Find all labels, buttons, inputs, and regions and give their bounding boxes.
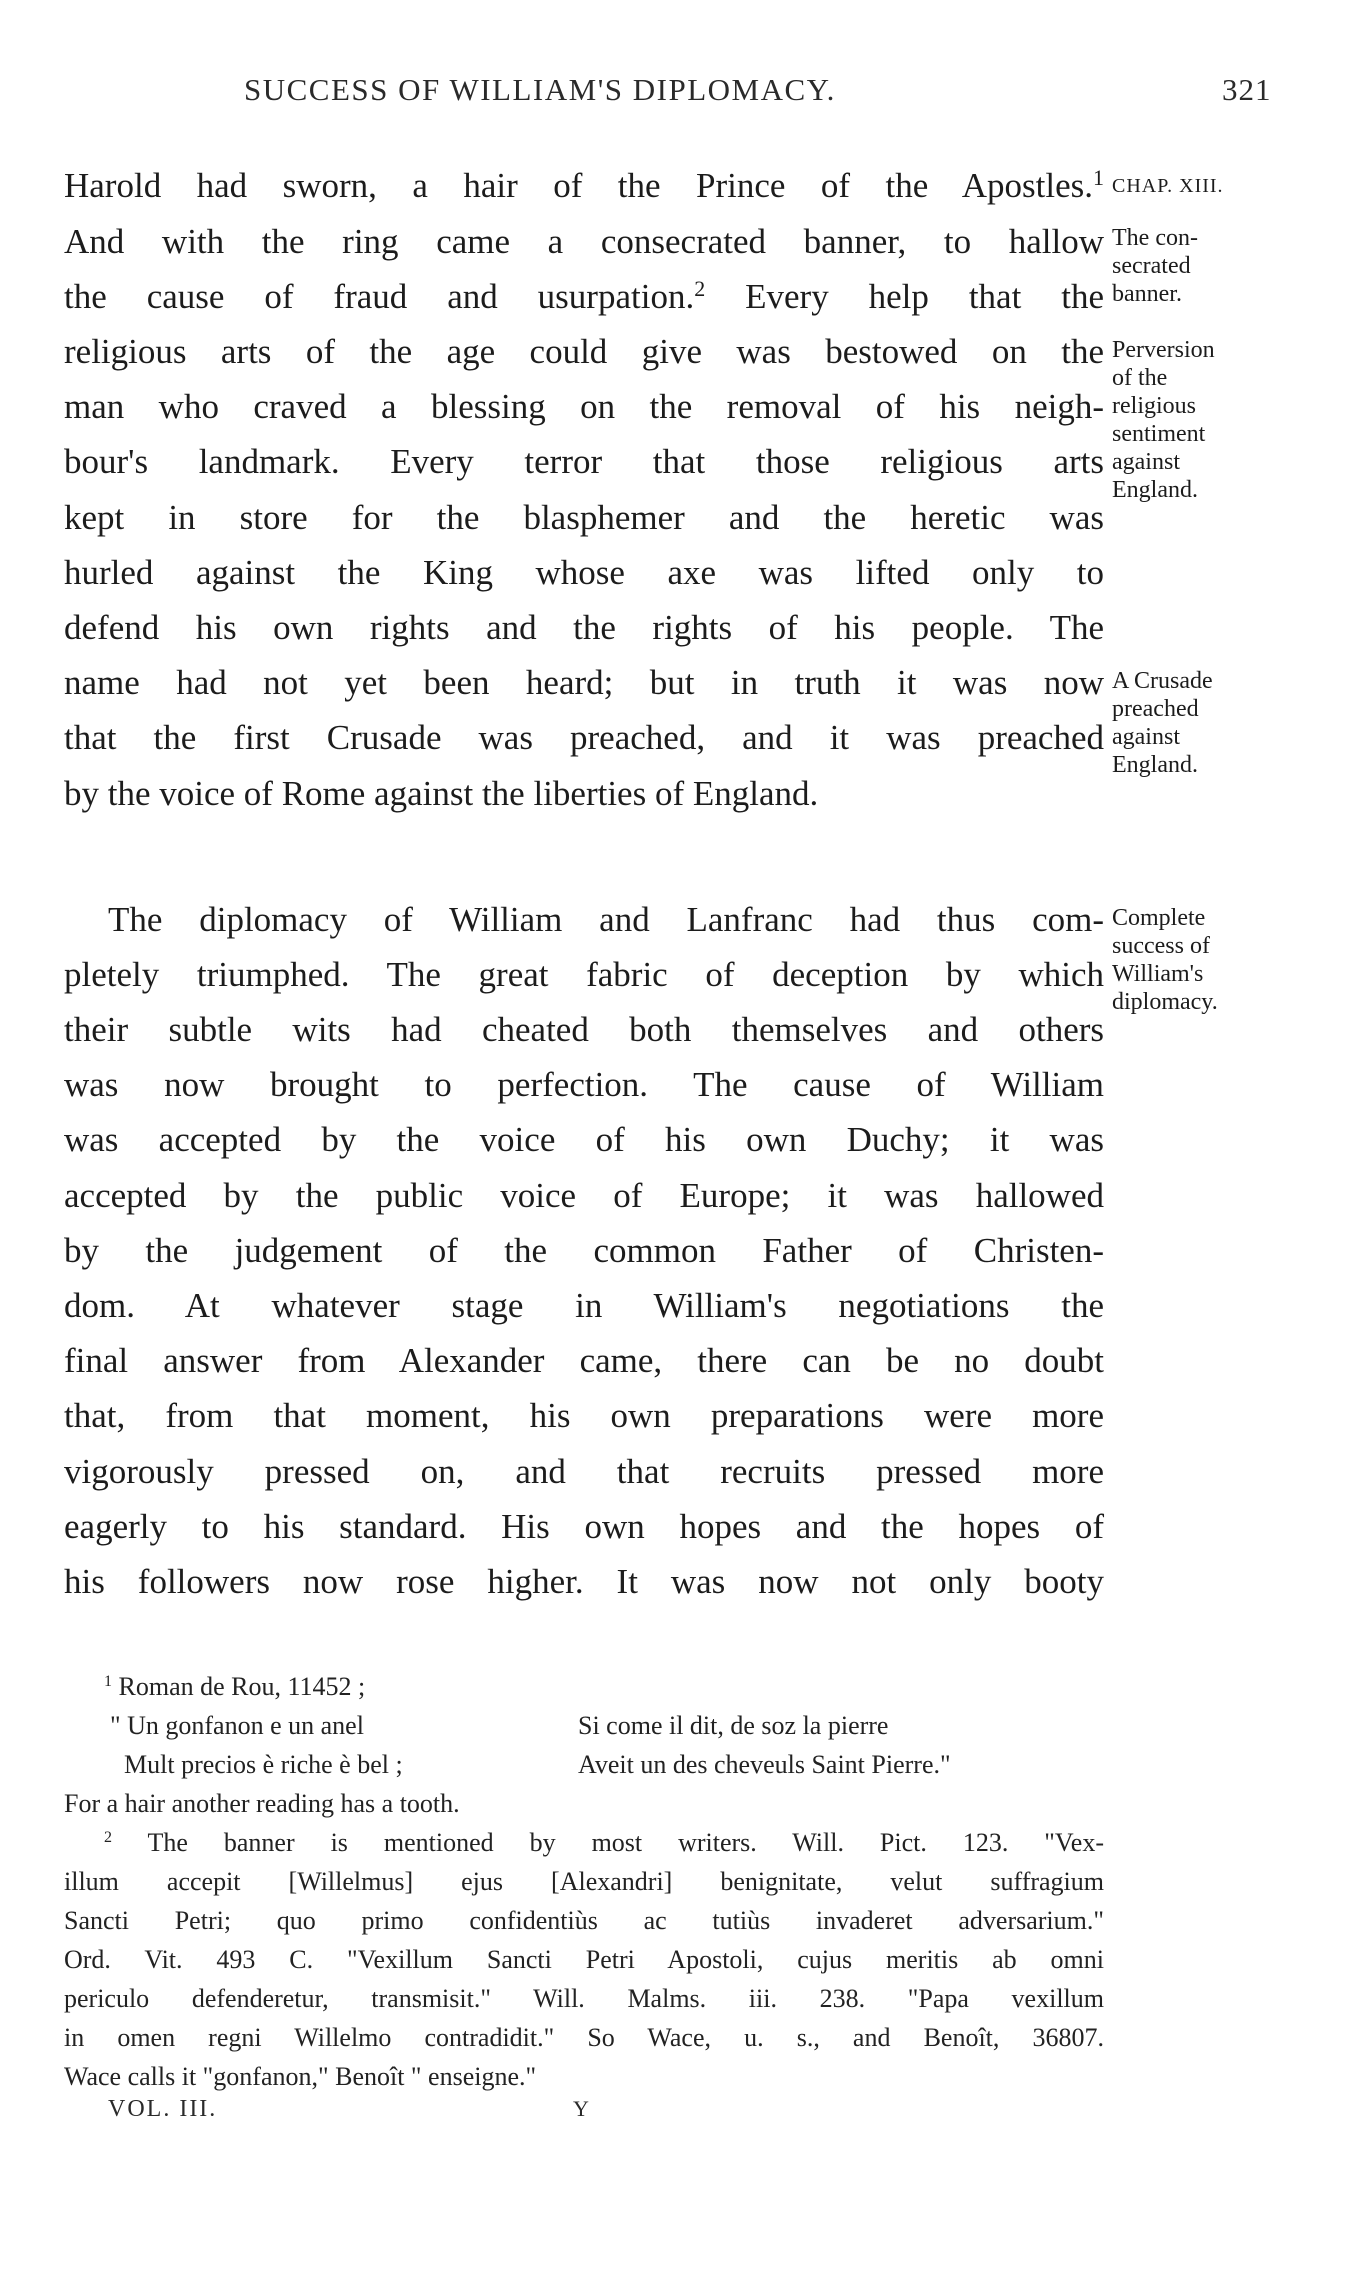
- footnote-2-line: Ord. Vit. 493 C. "Vexillum Sancti Petri Apostoli, cujus meritis ab omni: [64, 1945, 1104, 1974]
- body-line: religious arts of the age could give was bestowed on the: [64, 332, 1104, 371]
- body-line: was now brought to perfection. The cause of William: [64, 1065, 1104, 1104]
- verse-line: Aveit un des cheveuls Saint Pierre.": [578, 1750, 951, 1779]
- verse-line: " Un gonfanon e un anel: [110, 1711, 364, 1740]
- running-title: SUCCESS OF WILLIAM'S DIPLOMACY.: [244, 72, 836, 107]
- body-line: eagerly to his standard. His own hopes and the hopes of: [64, 1507, 1104, 1546]
- body-line: vigorously pressed on, and that recruits pressed more: [64, 1452, 1104, 1491]
- body-line: that, from that moment, his own preparations were more: [64, 1396, 1104, 1435]
- body-line: final answer from Alexander came, there can be no doubt: [64, 1341, 1104, 1380]
- body-line: kept in store for the blasphemer and the heretic was: [64, 498, 1104, 537]
- volume-label: VOL. III.: [108, 2096, 218, 2122]
- body-line: his followers now rose higher. It was now not only booty: [64, 1562, 1104, 1601]
- footnote-1-tail: For a hair another reading has a tooth.: [64, 1789, 460, 1818]
- body-line: that the first Crusade was preached, and it was preached: [64, 718, 1104, 757]
- marginal-note-complete-success: Complete success of William's diplomacy.: [1112, 905, 1218, 1015]
- body-line: their subtle wits had cheated both themselves and others: [64, 1010, 1104, 1049]
- body-line: And with the ring came a consecrated banner, to hallow: [64, 222, 1104, 261]
- body-line: by the voice of Rome against the liberties of England.: [64, 774, 819, 813]
- signature-mark: Y: [573, 2096, 589, 2121]
- footnote-ref: 2: [694, 276, 706, 301]
- body-line: hurled against the King whose axe was lifted only to: [64, 553, 1104, 592]
- marginal-note-banner: The con- secrated banner.: [1112, 225, 1198, 307]
- body-line: pletely triumphed. The great fabric of deception by which: [64, 955, 1104, 994]
- body-line: man who craved a blessing on the removal of his neigh-: [64, 387, 1104, 426]
- body-line: accepted by the public voice of Europe; it was hallowed: [64, 1176, 1104, 1215]
- footnote-2-line: periculo defenderetur, transmisit." Will. Malms. iii. 238. "Papa vexillum: [64, 1984, 1104, 2013]
- footnote-2-line: Wace calls it "gonfanon," Benoît " enseigne.": [64, 2062, 537, 2091]
- body-line: The diplomacy of William and Lanfranc had thus com-: [108, 900, 1104, 939]
- marginal-note-perversion: Perversion of the religious sentiment against England.: [1112, 337, 1215, 503]
- body-line: name had not yet been heard; but in truth it was now: [64, 663, 1104, 702]
- body-line: bour's landmark. Every terror that those religious arts: [64, 442, 1104, 481]
- verse-line: Mult precios è riche è bel ;: [124, 1750, 403, 1779]
- footnote-2-line: Sancti Petri; quo primo confidentiùs ac tutiùs invaderet adversarium.": [64, 1906, 1104, 1935]
- footnote-2-line: $^2$ The banner is mentioned by most writers. Will. Pict. 123. "Vex-: [104, 1828, 1105, 1857]
- body-line: was accepted by the voice of his own Duchy; it was: [64, 1120, 1104, 1159]
- marginal-chapter-label: CHAP. XIII.: [1112, 175, 1224, 197]
- footnote-1-line: $^1$ Roman de Rou, 11452 ;: [104, 1672, 366, 1701]
- body-line: the cause of fraud and usurpation.$^2$ Every help that the: [64, 276, 1105, 316]
- page-number: 321: [1222, 72, 1272, 107]
- marginal-note-crusade: A Crusade preached against England.: [1112, 668, 1213, 778]
- body-line: defend his own rights and the rights of his people. The: [64, 608, 1104, 647]
- footnote-ref: 1: [1093, 165, 1104, 190]
- body-line: by the judgement of the common Father of Christen-: [64, 1231, 1104, 1270]
- footnote-2-line: illum accepit [Willelmus] ejus [Alexandri] benignitate, velut suffragium: [64, 1867, 1104, 1896]
- body-line: dom. At whatever stage in William's negotiations the: [64, 1286, 1104, 1325]
- body-line: Harold had sworn, a hair of the Prince of the Apostles.$^1$: [64, 165, 1104, 205]
- footnote-2-line: in omen regni Willelmo contradidit." So Wace, u. s., and Benoît, 36807.: [64, 2023, 1104, 2052]
- verse-line: Si come il dit, de soz la pierre: [578, 1711, 889, 1740]
